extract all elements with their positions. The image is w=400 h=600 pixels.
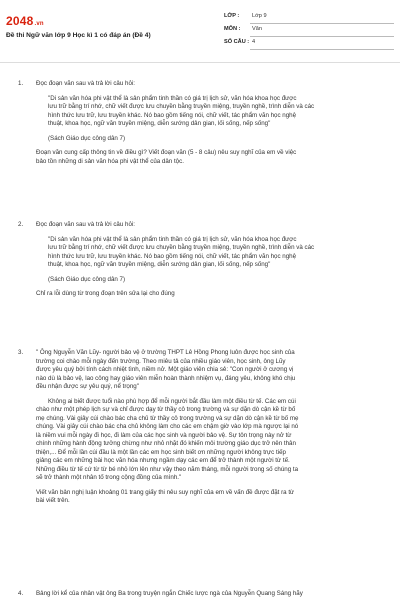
passage-source: (Sách Giáo dục công dân 7) [48,134,126,142]
task-line: bài viết trên. [36,497,70,504]
question-task [36,149,388,166]
page-title: Đề thi Ngữ văn lớp 9 Học kì 1 có đáp án (Đề 4) [6,32,151,39]
exam-meta [224,12,394,51]
question-number: 3. [18,349,24,356]
paragraph-line: chính những hành động tưởng chừng như nhỏ nhặt đó khiến môi trường giáo dục trở nên thân [36,440,296,447]
passage-line: hình thức lưu trữ, lưu truyền khác. Nó bao gồm tiếng nói, chữ viết, tác phẩm văn học nghệ [48,252,297,260]
paragraph-line: là niềm vui mỗi ngày đi học, đi làm của các học sinh và người bảo vệ. Sự tôn trọng này nở từ [36,431,292,439]
paragraph-line: chúng. Vài giây cúi chào bác cha chủ không làm cho các em chậm giờ vào lớp mà ngược lại nó [36,423,299,430]
meta-value: Lớp 9 [252,13,267,19]
meta-row-subject [224,25,394,38]
paragraph-line: Những điều từ tế cứ từ từ bé nhỏ lớn lên như vậy theo năm tháng, mỗi người trong số chúng ta [36,465,299,473]
meta-row-count [224,38,394,51]
paragraph-line: " Ông Nguyễn Văn Lũy- người bảo vệ ở trường THPT Lê Hồng Phong luôn được học sinh của [36,349,295,356]
paragraph-line: đều nhận được sự yêu quý, nể trọng" [36,383,139,390]
passage-line: "Di sản văn hóa phi vật thể là sản phẩm tinh thần có giá trị lịch sử, văn hóa khoa học được [48,235,297,243]
question-body [36,349,388,512]
question-prompt: Đọc đoạn văn sau và trả lời câu hỏi: [36,80,135,87]
question-number: 1. [18,80,24,87]
passage [36,236,388,270]
passage-line: hình thức lưu trữ, lưu truyền khác. Nó bao gồm tiếng nói, chữ viết, tác phẩm văn học nghệ [48,111,297,119]
question-body [36,590,388,599]
meta-value: Văn [252,26,262,32]
paragraph-line: trường coi chào mỗi ngày đến trường. Theo miêu tả của nhiều giáo viên, học sinh, ông Lũy [36,357,286,365]
meta-value: 4 [252,39,256,45]
passage-line: thuật, khoa học, ngữ văn truyền miệng, diễn sướng dân gian, lối sống, nếp sống" [48,120,271,127]
paragraph-line: được yêu quý bởi tính cách nhiệt tình, niềm nở. Một giáo viên chia sẻ: "Con người ở cương vị [36,366,294,373]
question-paragraph-1 [36,349,388,392]
page-header [0,0,400,62]
header-divider [0,62,400,63]
paragraph-line: sẽ trở thành một nhân tố trong cộng đồng của mình." [36,474,182,481]
question-number: 4. [18,590,24,597]
question-paragraph-2 [36,398,388,483]
passage-line: thuật, khoa học, ngữ văn truyền miệng, diễn sướng dân gian, lối sống, nếp sống" [48,261,271,268]
logo-text: 2048 [6,14,34,28]
meta-label: SỐ CÂU : [224,39,250,45]
passage-line: "Di sản văn hóa phi vật thể là sản phẩm tinh thần có giá trị lịch sử, văn hóa khoa học được [48,94,297,102]
question-body [36,221,388,305]
passage [36,95,388,129]
paragraph-line: chào như một phép lịch sự và chỉ được dạy từ thầy cô trong trường và sự dặn dò cận kề từ bố [36,406,296,413]
passage-line: lưu trữ bằng trí nhớ, chữ viết được lưu chuyền bằng truyền miệng, truyền nghề, trình diễn và các [48,103,315,110]
question-body [36,80,388,172]
site-logo[interactable] [6,14,44,28]
passage-source: (Sách Giáo dục công dân 7) [48,275,126,283]
task-line: Viết văn bản nghị luận khoảng 01 trang giấy thi nêu suy nghĩ của em về vấn đề được đặt ra từ [36,488,295,496]
paragraph-line: giảng các em những bài học văn hóa nhưng ngầm dạy các em để trở thành một người từ tế. [36,457,290,464]
task-line: bảo tồn những di sản văn hóa phi vật thể của dân tộc. [36,157,184,165]
meta-underline [250,36,394,37]
question-task [36,290,388,299]
paragraph-line: nào dù là bảo vệ, lao công hay giáo viên miễn hoàn thành nhiệm vụ, đáng yêu, không khó chịu [36,374,296,382]
question-prompt: Đọc đoạn văn sau và trả lời câu hỏi: [36,221,135,228]
question-prompt: Bảng lời kể của nhân vật ông Ba trong truyện ngắn Chiếc lược ngà của Nguyễn Quang Sáng hãy [36,590,303,597]
meta-label: MÔN : [224,26,241,32]
paragraph-line: mẹ chúng. Vài giây cúi chào bác cha chủ từ thầy cô trong trường và sự dặn dò cận kề từ bố mẹ [36,414,299,422]
meta-label: LỚP : [224,13,240,19]
task-line: Chỉ ra lỗi dùng từ trong đoạn trên sửa lại cho đúng [36,290,175,297]
question-number: 2. [18,221,24,228]
logo-tld: .vn [34,21,44,27]
paragraph-line: thiện,... Để mỗi lần cúi đầu là một lần các em học sinh biết ơn những người không trực tiếp [36,448,286,456]
task-line: Đoạn văn cung cấp thông tin về điều gì? Viết đoạn văn (5 - 8 câu) nêu suy nghĩ của em về việc [36,149,297,156]
meta-underline [250,23,394,24]
paragraph-line: Không ai biết được tuổi nào phù hợp để mỗi người bắt đầu làm một điều từ tế. Các em cúi [48,397,296,405]
meta-underline [250,49,394,50]
passage-line: lưu trữ bằng trí nhớ, chữ viết được lưu chuyền bằng truyền miệng, truyền nghề, trình diễn và các [48,244,315,251]
question-task [36,489,388,506]
meta-row-class [224,12,394,25]
